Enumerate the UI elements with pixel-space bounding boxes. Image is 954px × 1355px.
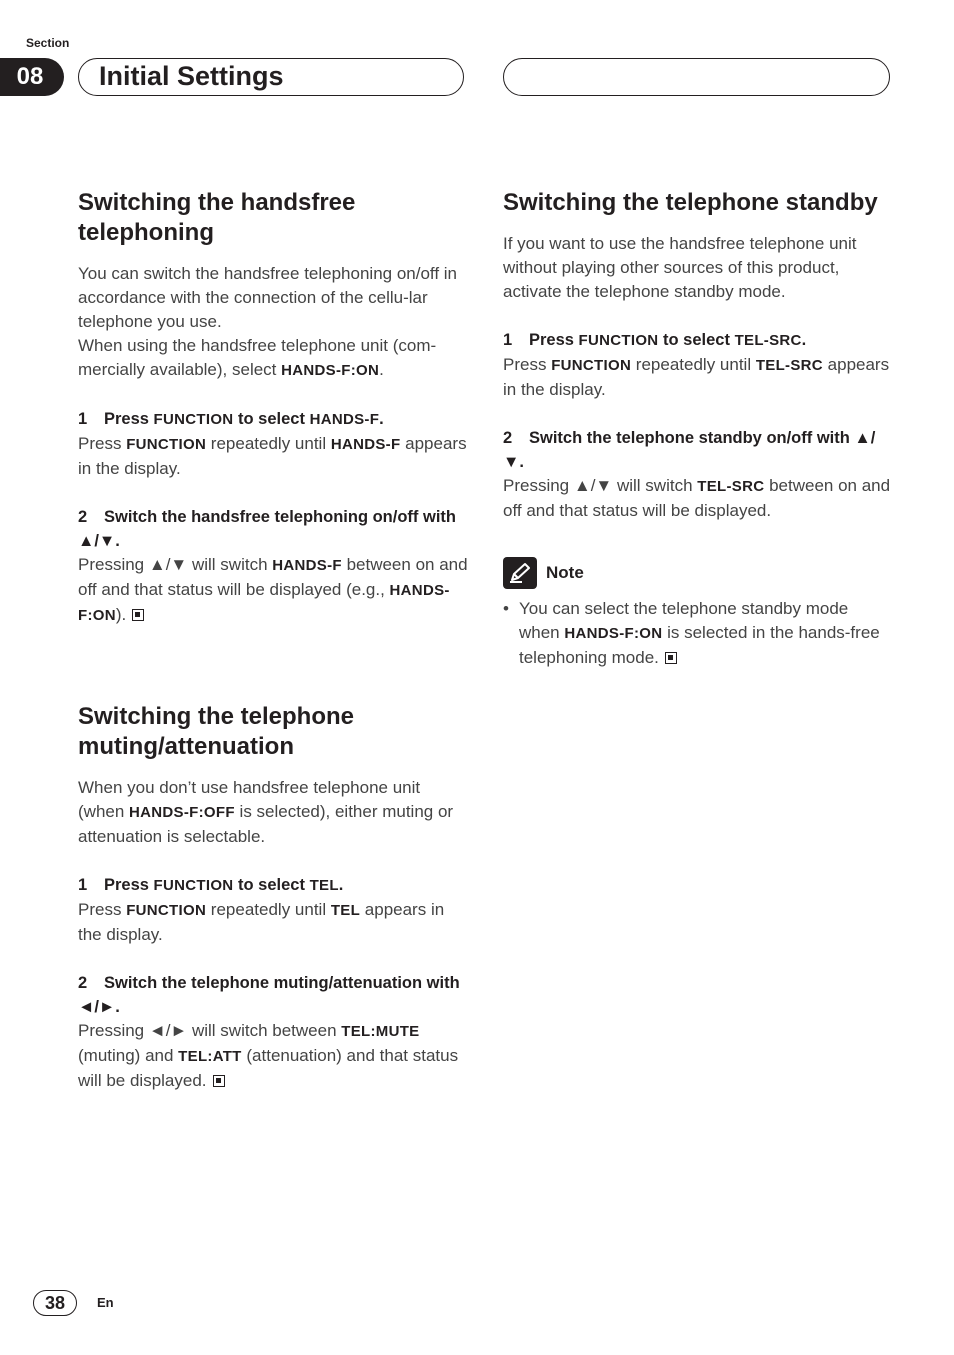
language-label: En [97,1295,114,1310]
heading-handsfree: Switching the handsfree telephoning [78,189,356,246]
note-header [503,557,893,589]
standby-step2-title: 2 Switch the telephone standby on/off with ▲/▼. [503,429,876,471]
heading-muting: Switching the telephone muting/attenuation [78,703,355,760]
note-bullet [503,597,893,670]
empty-header-box [503,58,890,96]
chapter-title-box [78,58,464,96]
handsfree-step2-title: 2 Switch the handsfree telephoning on/off with ▲/▼. [78,508,456,550]
end-mark-icon [132,609,144,621]
muting-intro: When you don’t use handsfree telephone unit (when HANDS-F:OFF is selected), either muting or attenuation is selectable. [78,778,454,846]
muting-step2-title: 2 Switch the telephone muting/attenuation with ◄/►. [78,974,460,1016]
note-label: Note [546,563,584,582]
standby-step1-text: Press FUNCTION repeatedly until TEL-SRC appears in the display. [503,355,890,399]
end-mark-icon [665,652,677,664]
end-mark-icon [213,1075,225,1087]
handsfree-step2-text: Pressing ▲/▼ will switch HANDS-F between on and off and that status will be displayed (e.g., HANDS-F:ON). [78,555,468,624]
right-column [503,188,893,670]
note-text: You can select the telephone standby mode when HANDS-F:ON is selected in the hands-free telephoning mode. [519,599,880,667]
handsfree-step1-title: 1 Press FUNCTION to select HANDS-F. [78,410,384,428]
muting-step1-title: 1 Press FUNCTION to select TEL. [78,876,344,894]
standby-step2-text: Pressing ▲/▼ will switch TEL-SRC between on and off and that status will be displayed. [503,476,891,520]
standby-intro: If you want to use the handsfree telephone unit without playing other sources of this product, activate the telephone standby mode. [503,234,857,301]
pencil-note-icon [503,557,537,589]
page-number: 38 [33,1290,77,1316]
chapter-title: Initial Settings [99,61,284,91]
heading-standby: Switching the telephone standby [503,189,878,216]
muting-step2-text: Pressing ◄/► will switch between TEL:MUTE (muting) and TEL:ATT (attenuation) and that status will be displayed. [78,1021,459,1090]
left-column [78,188,468,1093]
bullet-dot: • [503,599,509,618]
handsfree-intro: You can switch the handsfree telephoning on/off in accordance with the connection of the cellu-lar telephone you use. [78,264,458,331]
standby-step1-title: 1 Press FUNCTION to select TEL-SRC. [503,331,807,349]
section-number-tab: 08 [0,58,64,96]
section-label: Section [26,36,70,50]
handsfree-step1-text: Press FUNCTION repeatedly until HANDS-F appears in the display. [78,434,467,478]
muting-step1-text: Press FUNCTION repeatedly until TEL appears in the display. [78,900,445,944]
handsfree-intro-2: When using the handsfree telephone unit (com-mercially available), select HANDS-F:ON. [78,336,437,379]
